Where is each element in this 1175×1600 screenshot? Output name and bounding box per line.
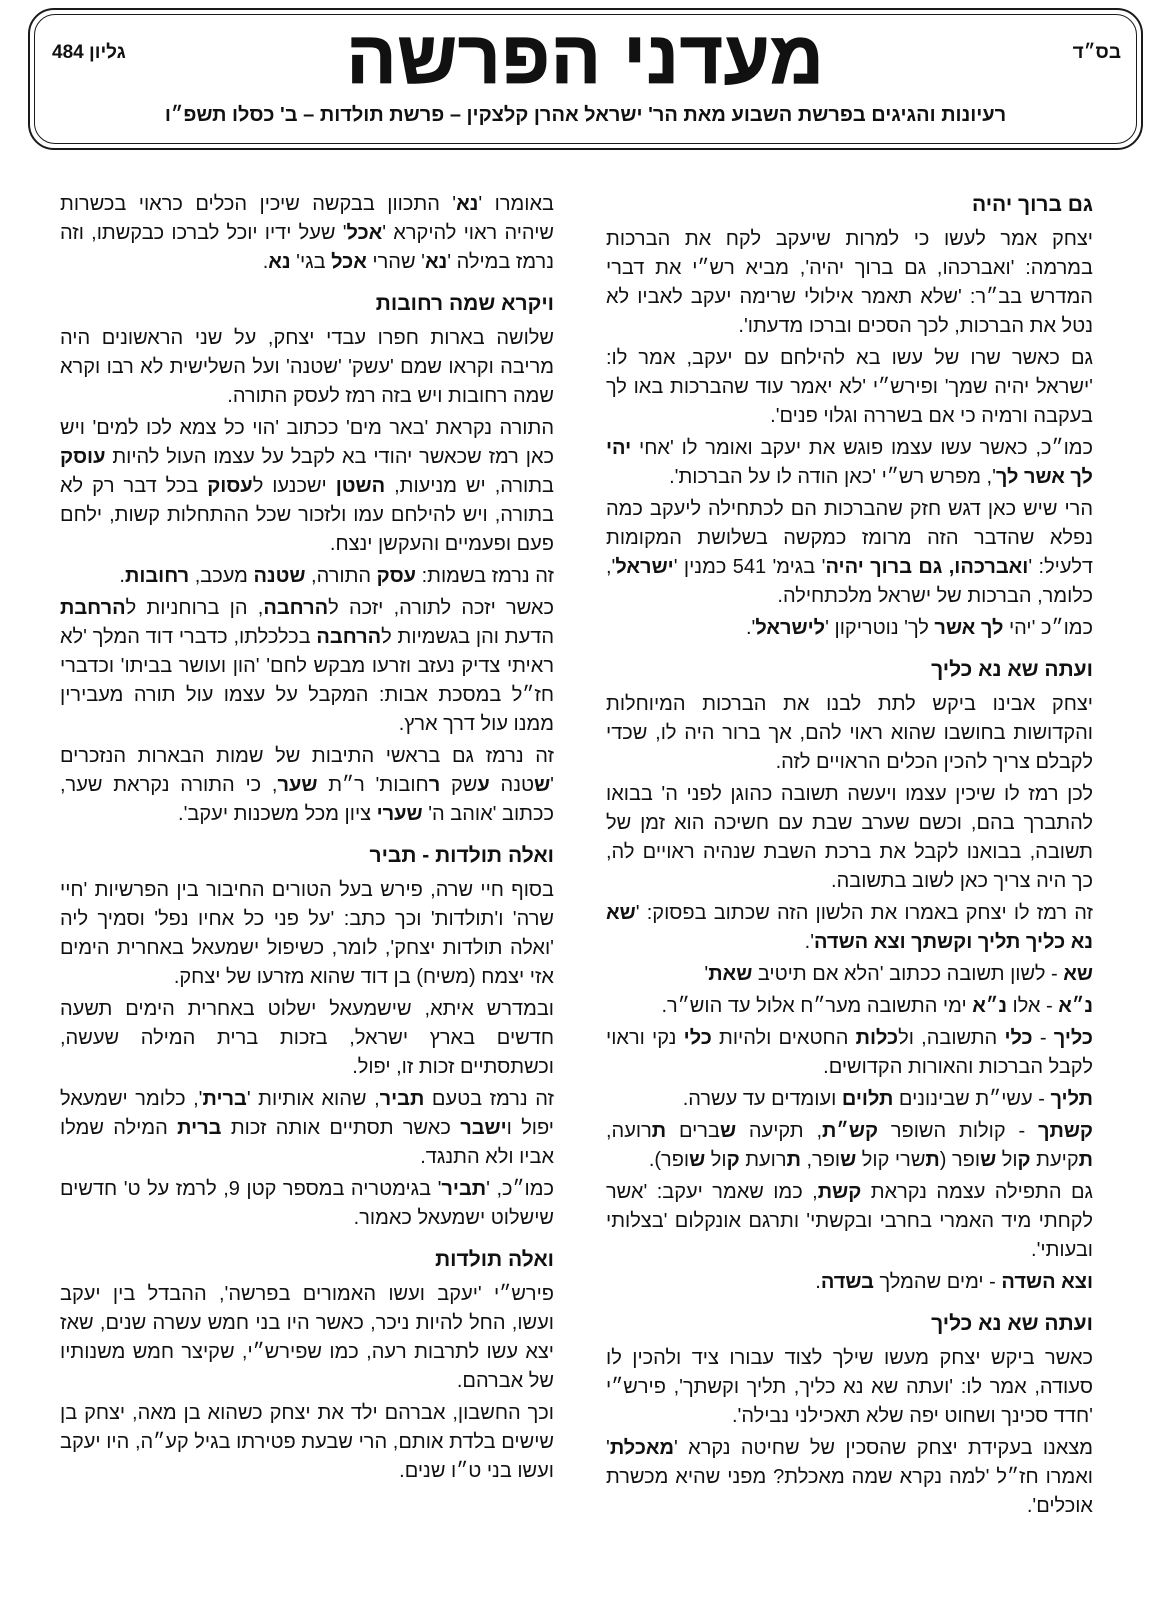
bold-text: ש (719, 1120, 737, 1142)
bold-text: לך אשר (934, 617, 1004, 639)
bsd-mark: בס״ד (1072, 42, 1121, 63)
text-run: ' בגימטריה במספר קטן 9, לרמז על ט' חדשים שישלוט ישמעאל כאמור. (60, 1178, 554, 1229)
text-run: החטאים ולהיות (711, 1027, 856, 1049)
text-run: כאשר ביקש יצחק מעשו שילך לצוד עבורו ציד ולהכין לו סעודה, אמר לו: 'ועתה שא נא כליך, תליך וקשתך', פירש״י 'חדד סכינך ושחוט יפה שלא תאכילני נבילה'. (606, 1347, 1093, 1427)
bold-text: שא (1063, 963, 1093, 985)
text-run: ופר, (800, 1149, 841, 1171)
bold-text: קש״ת (822, 1120, 879, 1142)
paragraph (60, 414, 554, 559)
bold-text: נא (456, 193, 479, 215)
paragraph (606, 690, 1093, 777)
text-run: . (815, 1271, 821, 1293)
paragraph (606, 1085, 1093, 1114)
text-run: ' שעל ידיו יוכל לברכו כבקשתו, וזה נרמז במילה ' (60, 222, 554, 273)
text-run: רועה, (606, 1120, 652, 1142)
text-run: ברים (666, 1120, 720, 1142)
header-frame (28, 8, 1143, 150)
text-run: לך' נוטריקון ' (825, 617, 935, 639)
text-run: יצחק אמר לעשו כי למרות שיעקב לקח את הברכות במרמה: 'ואברכהו, גם ברוך יהיה', מביא רש״י את דברי המדרש בב״ר: 'שלא תאמר אילולי שרימה יעקב לאביו לא נטל את הברכות, לכך הסכים וברכו מדעתו'. (606, 228, 1093, 337)
text-run: המילה שמלו אביו ולא התנגד. (60, 1117, 554, 1168)
bold-text: ר (428, 774, 441, 796)
text-run: ועומדים עד עשרה. (682, 1088, 842, 1110)
bold-text: מאכלת (609, 1437, 675, 1459)
bold-text: ברית (177, 1117, 222, 1139)
paragraph (60, 1085, 554, 1172)
text-run: ', כלומר, הברכות של ישראל מלכתחילה. (606, 556, 1093, 607)
text-run: גם כאשר שרו של עשו בא להילחם עם יעקב, אמר לו: 'ישראל יהיה שמך' ופירש״י 'לא יאמר עוד שהברכות באו לך בעקבה ורמיה כי אם בשררה וגלוי פנים'. (606, 347, 1093, 427)
text-run: זה נרמז בטעם (424, 1088, 554, 1110)
text-run: פירש״י 'יעקב ועשו האמורים בפרשה', ההבדל בין יעקב ועשו, החל להיות ניכר, כאשר היו בני חמש עשרה שנים, שאז יצא עשו לתרבות רעה, כמו שפירש״י, שקיצר חמש משנותיו של אברהם. (60, 1283, 554, 1392)
text-run: מעכב, (189, 565, 254, 587)
bold-text: ואברכהו, גם ברוך יהיה (825, 556, 1029, 578)
bold-text: הרחבה (316, 626, 382, 648)
bold-text: ק (726, 1149, 740, 1171)
paragraph (606, 1117, 1093, 1175)
bold-text: שטנה (253, 565, 306, 587)
bold-text: ברית (202, 1088, 247, 1110)
text-run: ', מפרש רש״י 'כאן הודה לו על הברכות'. (669, 466, 996, 488)
text-run: חובות' ר״ת (317, 774, 429, 796)
bold-text: ת (925, 1149, 940, 1171)
text-run: ציון מכל משכנות יעקב'. (178, 803, 377, 825)
text-run: כאשר יזכה לתורה, יזכה ל (328, 597, 554, 619)
text-run: - ימים שהמלך (873, 1271, 1002, 1293)
issue-number: גליון 484 (52, 42, 126, 63)
bold-text: נ״א (1058, 995, 1093, 1017)
text-run: התורה, (305, 565, 377, 587)
paragraph (606, 960, 1093, 989)
text-run: לכן רמז לו שיכין עצמו ויעשה תשובה כהוגן לפני ה' בבואו להתברך בהם, וכשם שערב שבת עם חשיכה הוא זמן של תשובה, בבואנו לקבל את ברכת השבת שנהיה ראויים לה, כך היה צריך כאן לשוב בתשובה. (606, 783, 1093, 892)
text-run: התשובה, ול (898, 1027, 1005, 1049)
text-run: - עשי״ת שבינונים (893, 1088, 1051, 1110)
text-run: גם התפילה עצמה נקראת (861, 1181, 1093, 1203)
text-run: זה נרמז בשמות: (416, 565, 554, 587)
paragraph (606, 899, 1093, 957)
bold-text: עסק (376, 565, 417, 587)
bold-text: תביר (441, 1178, 487, 1200)
bold-text: שאת (708, 963, 753, 985)
paragraph (60, 1399, 554, 1486)
bold-text: קשתך (1037, 1120, 1094, 1142)
bold-text: עוסק (60, 446, 106, 468)
paragraph (60, 1175, 554, 1233)
text-run: ופר). (648, 1149, 690, 1171)
bold-text: ישראל (615, 556, 674, 578)
section-heading: ויקרא שמה רחובות (375, 292, 554, 315)
text-run: בגי' (290, 251, 332, 273)
bold-text: עסוק (207, 475, 253, 497)
text-run: , שהוא אותיות ' (246, 1088, 380, 1110)
right-column (606, 190, 1093, 1524)
bold-text: ישבר (460, 1117, 507, 1139)
text-run: קיעת (1030, 1149, 1079, 1171)
text-run: , כי התורה נקראת שער, ככתוב 'אוהב ה' (60, 774, 554, 825)
bold-text: לישראל (755, 617, 826, 639)
paragraph (60, 995, 554, 1082)
text-run: ופר ( (939, 1149, 981, 1171)
text-run: כמו״כ, ' (486, 1178, 554, 1200)
section-heading: גם ברוך יהיה (971, 193, 1093, 216)
text-run: '. (745, 617, 756, 639)
paragraph (60, 324, 554, 411)
text-run: ' שהרי (366, 251, 425, 273)
text-run: בכל דבר רק לא בתורה, ויש להילחם עמו ולזכור שכל ההתחלות קשות, ילחם פעם ופעמיים והעקשן ינצח. (60, 475, 554, 555)
text-run: באומרו ' (478, 193, 554, 215)
text-run: כאשר תסתיים אותה זכות (221, 1117, 461, 1139)
text-run: , כמו שאמר יעקב: 'אשר לקחתי מיד האמרי בחרבי ובקשתי' ותרגם אונקלום 'בצלותי ובעותי'. (606, 1181, 1093, 1261)
paragraph (606, 434, 1093, 492)
text-run: , הן ברוחניות ל (125, 597, 264, 619)
paragraph (606, 780, 1093, 896)
text-run: ישכנעו ל (252, 475, 336, 497)
bold-text: וצא השדה (1001, 1271, 1093, 1293)
bold-text: שערי (376, 803, 423, 825)
text-run: רועת (739, 1149, 787, 1171)
text-run: ' ואמרו חז״ל 'למה נקרא שמה מאכלת? מפני שהיא מכשרת אוכלים'. (606, 1437, 1093, 1517)
paragraph (60, 562, 554, 591)
paragraph (606, 1268, 1093, 1297)
paragraph (60, 742, 554, 829)
text-run: - אלו (1006, 995, 1059, 1017)
bold-text: כליך (1053, 1027, 1093, 1049)
text-run: '. (804, 931, 815, 953)
paragraph (60, 876, 554, 992)
bold-text: ת (651, 1120, 667, 1142)
text-run: כמו״כ 'יהי (1003, 617, 1093, 639)
text-run: נקי וראוי לקבל הברכות והאורות הקדושים. (606, 1027, 1093, 1078)
text-run: - (1032, 1027, 1054, 1049)
bold-text: נ״א (972, 995, 1007, 1017)
text-run: התורה נקראת 'באר מים' ככתוב 'הוי כל צמא לכו למים' ויש כאן רמז שכאשר יהודי בא לקבל על עצמו העול להיות (60, 417, 554, 468)
text-run: ' בגימ' 541 כמנין ' (673, 556, 826, 578)
paragraph (606, 1344, 1093, 1431)
text-run: ', כלומר ישמעאל יפול ו (60, 1088, 554, 1139)
text-run: ול (996, 1149, 1018, 1171)
bold-text: רחובות (124, 565, 190, 587)
bold-text: הרחבה (263, 597, 329, 619)
bold-text: ק (1017, 1149, 1031, 1171)
text-run: ובמדרש איתא, שישמעאל ישלוט באחרית הימים תשעה חדשים בארץ ישראל, בזכות ברית המילה שעשה, וכשתסתיים זכות זו, יפול. (60, 998, 554, 1078)
bold-text: ת (1078, 1149, 1093, 1171)
bold-text: תליך (1050, 1088, 1093, 1110)
bold-text: בשדה (820, 1271, 874, 1293)
bold-text: ש (689, 1149, 706, 1171)
bold-text: יהי לך אשר לך (606, 437, 1093, 488)
text-run: זה רמז לו יצחק באמרו את הלשון הזה שכתוב בפסוק: ' (635, 902, 1093, 924)
text-run: בתורה, יש מניעות, (385, 475, 554, 497)
paragraph (606, 225, 1093, 341)
bold-text: כלי (1004, 1027, 1033, 1049)
newsletter-subtitle: רעיונות והגיגים בפרשת השבוע מאת הר' ישראל אהרן קלצקין – פרשת תולדות – ב' כסלו תשפ״ו (164, 104, 1007, 126)
text-run: בכלכלתו, כדברי דוד המלך 'לא ראיתי צדיק נעזב וזרעו מבקש לחם' 'הון ועושר בביתו' וכדברי חז״ל במסכת אבות: המקבל על עצמו עול תורה מעבירין ממנו עול דרך ארץ. (60, 626, 554, 735)
paragraph (606, 1434, 1093, 1521)
text-run: הרי שיש כאן דגש חזק שהברכות הם לכתחילה ליעקב כמה נפלא שהדבר הזה מרומז כמקשה בשלושת המקומות דלעיל: ' (606, 498, 1093, 578)
bold-text: ת (786, 1149, 801, 1171)
bold-text: אכל (346, 222, 383, 244)
bold-text: ע (477, 774, 490, 796)
paragraph (606, 344, 1093, 431)
bold-text: ש (840, 1149, 857, 1171)
text-run: יצחק אבינו ביקש לתת לבנו את הברכות המיוחלות והקדושות בחושבו שהוא ראוי להם, אך ברור היה לו, שכדי לקבלם צריך להכין הכלים הראויים לזה. (606, 693, 1093, 773)
bold-text: כלות (855, 1027, 899, 1049)
paragraph (606, 495, 1093, 611)
bold-text: כלי (683, 1027, 712, 1049)
section-heading: ועתה שא נא כליך (931, 658, 1093, 681)
bold-text: אכל (331, 251, 367, 273)
text-run: שלושה בארות חפרו עבדי יצחק, על שני הראשונים היה מריבה וקראו שמם 'עשק' 'שטנה' ועל השלישית לא רבו וקרא שמה רחובות ויש בזה רמז לעסק התורה. (60, 327, 554, 407)
text-run: ול (705, 1149, 727, 1171)
paragraph (606, 614, 1093, 643)
text-run: . (119, 565, 125, 587)
text-run: שק (440, 774, 478, 796)
bold-text: נא (424, 251, 448, 273)
text-run: ' התכוון בבקשה שיכין הכלים כראוי בכשרות שיהיה ראוי להיקרא ' (60, 193, 554, 244)
text-run: שרי קול (856, 1149, 926, 1171)
text-run: - קולות השופר (878, 1120, 1038, 1142)
text-run: . (262, 251, 269, 273)
left-column (60, 190, 554, 1489)
text-run: טנה (489, 774, 535, 796)
text-run: מצאנו בעקידת יצחק שהסכין של שחיטה נקרא ' (674, 1437, 1093, 1459)
text-run: וכך החשבון, אברהם ילד את יצחק כשהוא בן מאה, יצחק בן שישים בלדת אותם, הרי שבעת פטירתו בגיל קע״ה, היו יעקב ועשו בני ט״ו שנים. (60, 1402, 554, 1482)
text-run: כמו״כ, כאשר עשו עצמו פוגש את יעקב ואומר לו 'אחי (631, 437, 1093, 459)
bold-text: ש (534, 774, 551, 796)
text-run: , תקיעה (736, 1120, 823, 1142)
bold-text: ש (980, 1149, 997, 1171)
section-heading: ואלה תולדות (435, 1248, 554, 1271)
text-run: זה נרמז גם בראשי התיבות של שמות הבארות הנזכרים ' (60, 745, 554, 796)
text-run: בסוף חיי שרה, פירש בעל הטורים החיבור בין הפרשיות 'חיי שרה' ו'תולדות' וכך כתב: 'על פני כל אחיו נפל' וסמיך ליה 'ואלה תולדות יצחק', לומר, כשיפול ישמעאל באחרית הימים אזי יצמח (משיח) בן דוד שהוא מזרעו של יצחק. (60, 879, 554, 988)
paragraph (60, 1280, 554, 1396)
text-run: - לשון תשובה ככתוב 'הלא אם תיטיב (752, 963, 1064, 985)
section-heading: ואלה תולדות - תביר (369, 844, 554, 867)
text-run: ימי התשובה מער״ח אלול עד הוש״ר. (661, 995, 973, 1017)
paragraph (60, 190, 554, 277)
bold-text: נא (268, 251, 291, 273)
paragraph (60, 594, 554, 739)
bold-text: הרחבת (60, 597, 126, 619)
bold-text: השטן (335, 475, 386, 497)
paragraph (606, 1024, 1093, 1082)
bold-text: שער (277, 774, 318, 796)
bold-text: תלוים (841, 1088, 894, 1110)
paragraph (606, 992, 1093, 1021)
section-heading: ועתה שא נא כליך (931, 1312, 1093, 1335)
text-run: ' (704, 963, 709, 985)
bold-text: קשת (817, 1181, 862, 1203)
bold-text: שא נא כליך תליך וקשתך וצא השדה (606, 902, 1093, 953)
newsletter-title: מעדני הפרשה (346, 16, 825, 99)
paragraph (606, 1178, 1093, 1265)
text-run: הדעת והן בגשמיות ל (381, 626, 555, 648)
bold-text: תביר (379, 1088, 425, 1110)
